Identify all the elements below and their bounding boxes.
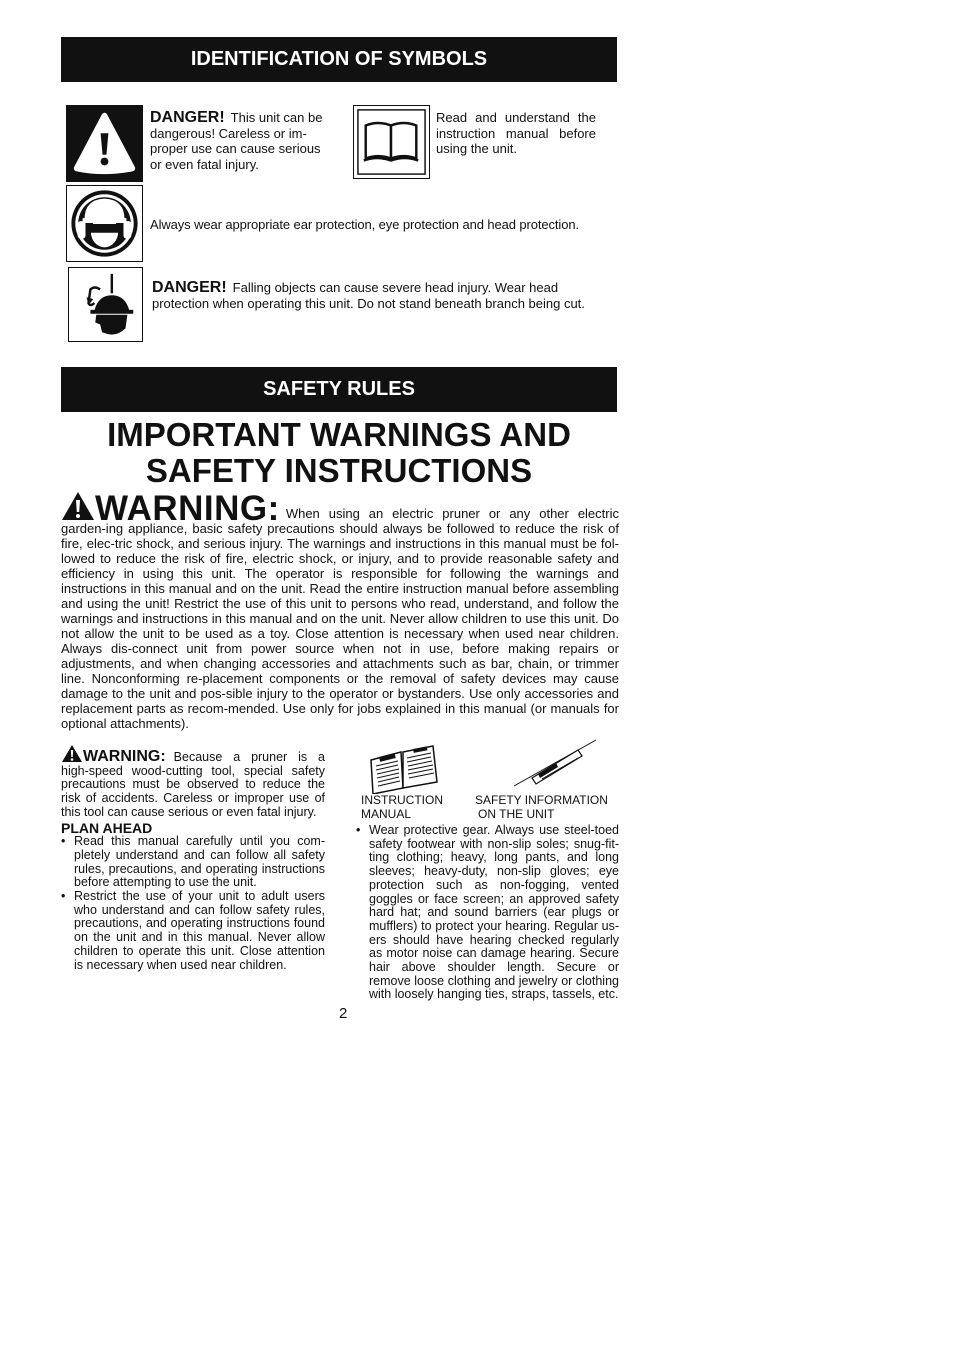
falling-object-head-icon [68, 267, 143, 342]
plan-ahead-heading: PLAN AHEAD [61, 819, 153, 836]
danger-text-2: DANGER! Falling objects can cause severe head injury. Wear head protection when operating this unit. Do not stand beneath branch being cut. [152, 279, 585, 311]
list-item: • Read this manual carefully until you com-pletely understand and can follow all safety rules, precautions, and operating instructions before attempting to use the unit. [61, 835, 325, 890]
safety-rules-header: SAFETY RULES [61, 367, 617, 412]
danger-text-1: DANGER! This unit can be dangerous! Careless or im-proper use can cause serious or even fatal injury. [150, 109, 323, 172]
page-title: IMPORTANT WARNINGS AND SAFETY INSTRUCTIONS [107, 416, 571, 489]
safety-label-on-unit-illustration [512, 738, 598, 788]
safety-information-caption: SAFETY INFORMATION ON THE UNIT [475, 793, 608, 821]
instruction-manual-illustration [367, 744, 439, 794]
list-item: • Restrict the use of your unit to adult users who understand and can follow safety rules, precautions, and operating instructions found on the unit and in this manual. Never allow children to operate this unit. Close attention is necessary when used near children. [61, 890, 325, 972]
left-warning: WARNING: Because a pruner is a high-speed wood-cutting tool, special safety precautions must be observed to reduce the risk of accidents. Careless or improper use of this tool can cause serious or even fatal injury. [61, 744, 325, 820]
protective-gear-list [356, 824, 619, 1002]
protection-text: Always wear appropriate ear protection, eye protection and head protection. [150, 217, 579, 232]
symbols-section-header: IDENTIFICATION OF SYMBOLS [61, 37, 617, 82]
left-column [61, 744, 325, 972]
warning-triangle-icon [61, 491, 95, 521]
right-column [356, 824, 619, 1002]
warning-triangle-small-icon [61, 744, 83, 763]
instruction-manual-caption: INSTRUCTION MANUAL [361, 793, 443, 821]
danger-triangle-icon [66, 105, 143, 182]
read-manual-book-icon [353, 105, 430, 179]
manual-text: Read and understand the instruction manual before using the unit. [436, 110, 596, 156]
page-number: 2 [339, 1005, 348, 1022]
plan-ahead-list [61, 835, 325, 972]
main-warning-paragraph: WARNING: When using an electric pruner or any other electric garden-ing appliance, basic safety precautions should always be followed to reduce the risk of fire, elec-tric shock, and serious injury. The warnings and instructions in this manual must be fol-lowed to reduce the risk of fire, electric shock, or injury, and to provide reasonable safety and efficiency in using this unit. The operator is responsible for following the warnings and instructions in this manual and on the unit. Read the entire instruction manual before assembling and using the unit! Restrict the use of this unit to persons who read, understand, and follow the warnings and instructions in this manual and on the unit. Never allow children to use this unit. Do not allow the unit to be used as a toy. Close attention is necessary when used near children. Always dis-connect unit from power source when not in use, before making repairs or adjustments, and when changing accessories and attachments such as bar, chain, or trimmer line. Nonconforming re-placement components or the removal of safety devices may cause damage to the unit and pos-sible injury to the operator or bystanders. Use only accessories and replacement parts as recom-mended. Use only for jobs explained in this manual (or manuals for optional attachments). [61, 489, 619, 731]
protective-gear-icon [66, 185, 143, 262]
list-item: • Wear protective gear. Always use steel-toed safety footwear with non-slip soles; snug-fit-ting clothing; heavy, long pants, and long sleeves; heavy-duty, non-slip gloves; eye protection such as non-fogging, vented goggles or face screen; an approved safety hard hat; and sound barriers (ear plugs or mufflers) to protect your hearing. Regular us-ers should have hearing checked regularly as motor noise can damage hearing. Secure hair above shoulder length. Secure or remove loose clothing and jewelry or clothing with loosely hanging ties, straps, tassels, etc. [356, 824, 619, 1002]
